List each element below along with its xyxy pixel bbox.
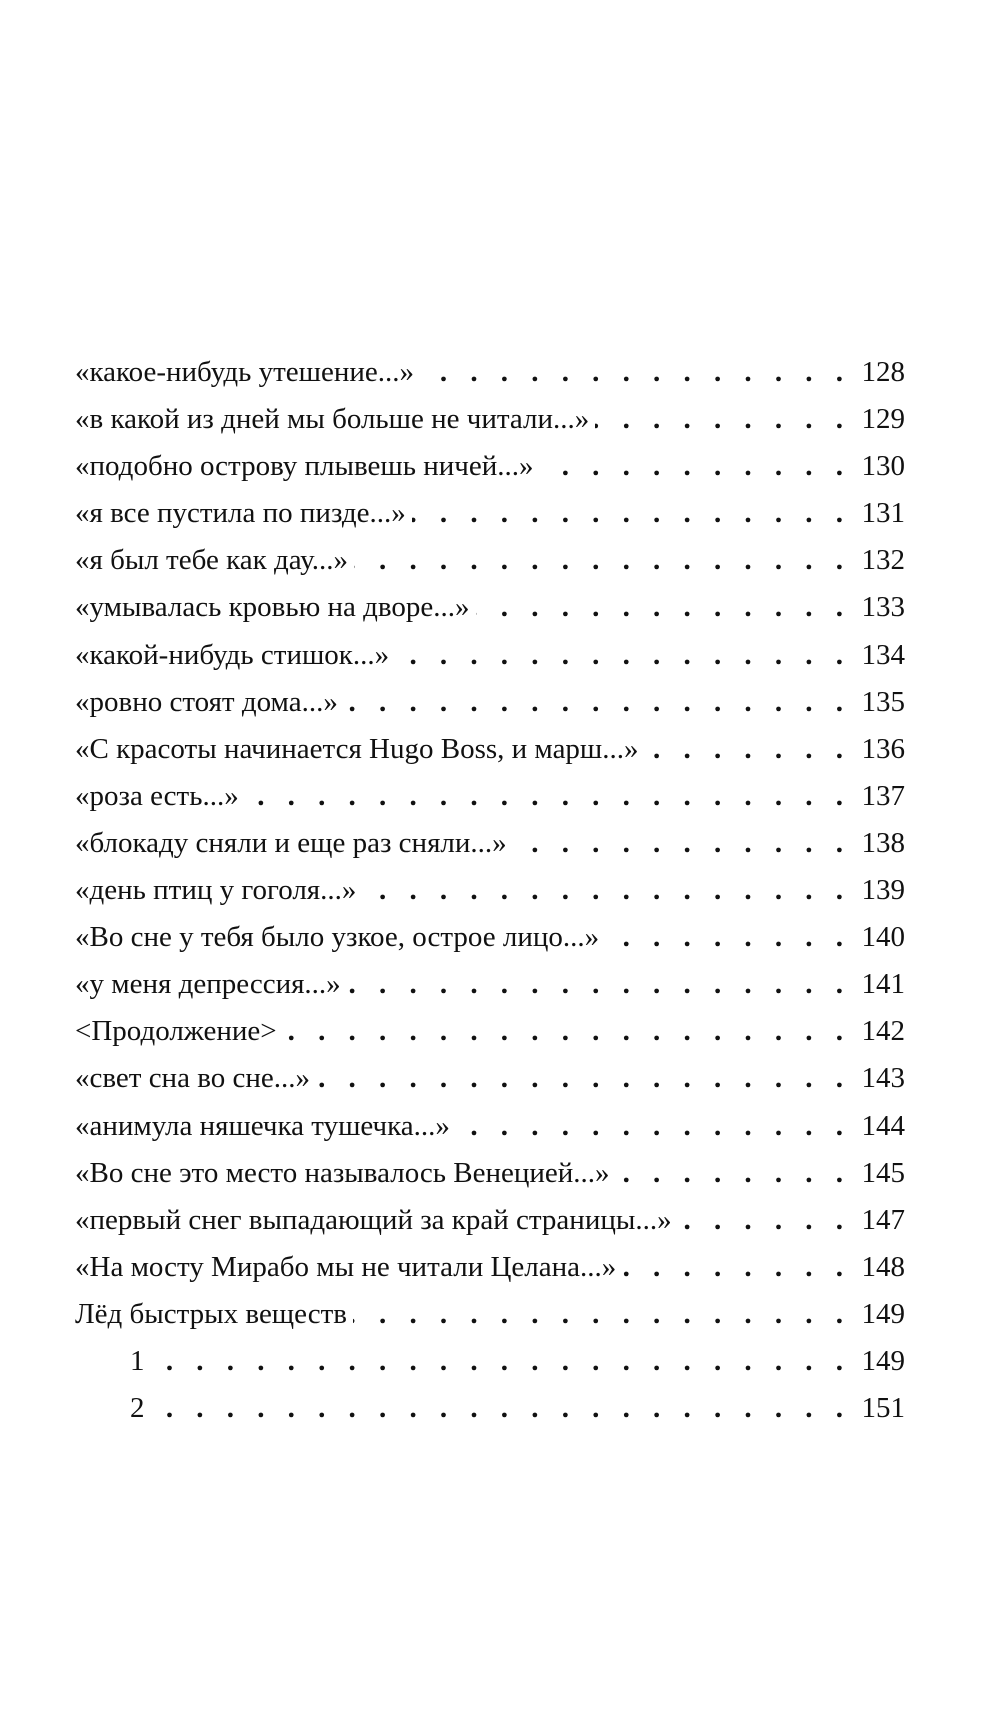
dot-leader xyxy=(605,914,843,961)
entry-page-number: 139 xyxy=(861,874,905,907)
toc-entry xyxy=(75,726,905,773)
dot-leader xyxy=(354,537,843,584)
dot-leader xyxy=(344,679,843,726)
entry-page-number: 134 xyxy=(861,638,905,671)
toc-entry xyxy=(75,914,905,961)
toc-entry xyxy=(75,1244,905,1291)
dot-leader xyxy=(151,1385,844,1432)
toc-subentry xyxy=(75,1338,905,1385)
toc-entry xyxy=(75,1150,905,1197)
entry-page-number: 147 xyxy=(861,1203,905,1236)
entry-title: «На мосту Мирабо мы не читали Целана...» xyxy=(75,1250,617,1283)
toc-entry xyxy=(75,773,905,820)
entry-page-number: 137 xyxy=(861,779,905,812)
table-of-contents xyxy=(75,349,905,1432)
entry-page-number: 140 xyxy=(861,921,905,954)
dot-leader xyxy=(595,396,843,443)
dot-leader xyxy=(476,584,843,631)
dot-leader xyxy=(420,349,843,396)
entry-title: <Продолжение> xyxy=(75,1015,277,1048)
entry-title: «свет сна во сне...» xyxy=(75,1062,310,1095)
entry-title: Лёд быстрых веществ xyxy=(75,1297,347,1330)
entry-title: «Во сне у тебя было узкое, острое лицо...» xyxy=(75,921,600,954)
entry-page-number: 141 xyxy=(861,968,905,1001)
toc-entry xyxy=(75,490,905,537)
entry-title: «в какой из дней мы больше не читали...» xyxy=(75,403,590,436)
toc-entry xyxy=(75,1103,905,1150)
entry-page-number: 136 xyxy=(861,732,905,765)
dot-leader xyxy=(513,820,843,867)
entry-page-number: 151 xyxy=(861,1392,905,1425)
toc-entry xyxy=(75,1055,905,1102)
dot-leader xyxy=(395,632,843,679)
entry-title: «какой-нибудь стишок...» xyxy=(75,638,390,671)
toc-entry xyxy=(75,396,905,443)
dot-leader xyxy=(412,490,843,537)
entry-page-number: 133 xyxy=(861,591,905,624)
dot-leader xyxy=(645,726,843,773)
toc-entry xyxy=(75,1197,905,1244)
entry-title: «роза есть...» xyxy=(75,779,239,812)
entry-title: «я все пустила по пизде...» xyxy=(75,497,406,530)
entry-title: «анимула няшечка тушечка...» xyxy=(75,1109,450,1142)
entry-page-number: 128 xyxy=(861,356,905,388)
toc-entry xyxy=(75,537,905,584)
dot-leader xyxy=(316,1055,843,1102)
entry-title: 2 xyxy=(130,1392,145,1425)
dot-leader xyxy=(622,1244,843,1291)
dot-leader xyxy=(347,961,843,1008)
entry-title: «я был тебе как дау...» xyxy=(75,544,348,577)
entry-title: «какое-нибудь утешение...» xyxy=(75,356,415,388)
dot-leader xyxy=(678,1197,843,1244)
toc-entry xyxy=(75,867,905,914)
dot-leader xyxy=(283,1008,843,1055)
entry-page-number: 138 xyxy=(861,826,905,859)
toc-entry xyxy=(75,443,905,490)
entry-page-number: 143 xyxy=(861,1062,905,1095)
dot-leader xyxy=(151,1338,844,1385)
dot-leader xyxy=(362,867,843,914)
toc-entry xyxy=(75,961,905,1008)
entry-title: «С красоты начинается Hugo Boss, и марш...» xyxy=(75,732,639,765)
entry-page-number: 144 xyxy=(861,1109,905,1142)
entry-page-number: 130 xyxy=(861,450,905,483)
entry-page-number: 145 xyxy=(861,1156,905,1189)
entry-title: «день птиц у гоголя...» xyxy=(75,874,357,907)
entry-title: «у меня депрессия...» xyxy=(75,968,341,1001)
entry-page-number: 132 xyxy=(861,544,905,577)
dot-leader xyxy=(616,1150,843,1197)
dot-leader xyxy=(456,1103,843,1150)
dot-leader xyxy=(539,443,843,490)
dot-leader xyxy=(353,1291,843,1338)
entry-page-number: 135 xyxy=(861,685,905,718)
entry-page-number: 149 xyxy=(861,1297,905,1330)
toc-entry xyxy=(75,1008,905,1055)
toc-entry xyxy=(75,632,905,679)
entry-title: «Во сне это место называлось Венецией...» xyxy=(75,1156,610,1189)
toc-entry xyxy=(75,679,905,726)
entry-page-number: 131 xyxy=(861,497,905,530)
entry-title: «блокаду сняли и еще раз сняли...» xyxy=(75,826,507,859)
entry-title: «умывалась кровью на дворе...» xyxy=(75,591,470,624)
entry-page-number: 129 xyxy=(861,403,905,436)
entry-page-number: 149 xyxy=(861,1344,905,1377)
entry-title: 1 xyxy=(130,1344,145,1377)
toc-entry xyxy=(75,820,905,867)
toc-entry xyxy=(75,584,905,631)
entry-title: «ровно стоят дома...» xyxy=(75,685,338,718)
entry-page-number: 142 xyxy=(861,1015,905,1048)
entry-page-number: 148 xyxy=(861,1250,905,1283)
toc-subentry xyxy=(75,1385,905,1432)
dot-leader xyxy=(245,773,843,820)
entry-title: «первый снег выпадающий за край страницы...» xyxy=(75,1203,672,1236)
toc-entry xyxy=(75,1291,905,1338)
toc-entry xyxy=(75,349,905,396)
entry-title: «подобно острову плывешь ничей...» xyxy=(75,450,534,483)
